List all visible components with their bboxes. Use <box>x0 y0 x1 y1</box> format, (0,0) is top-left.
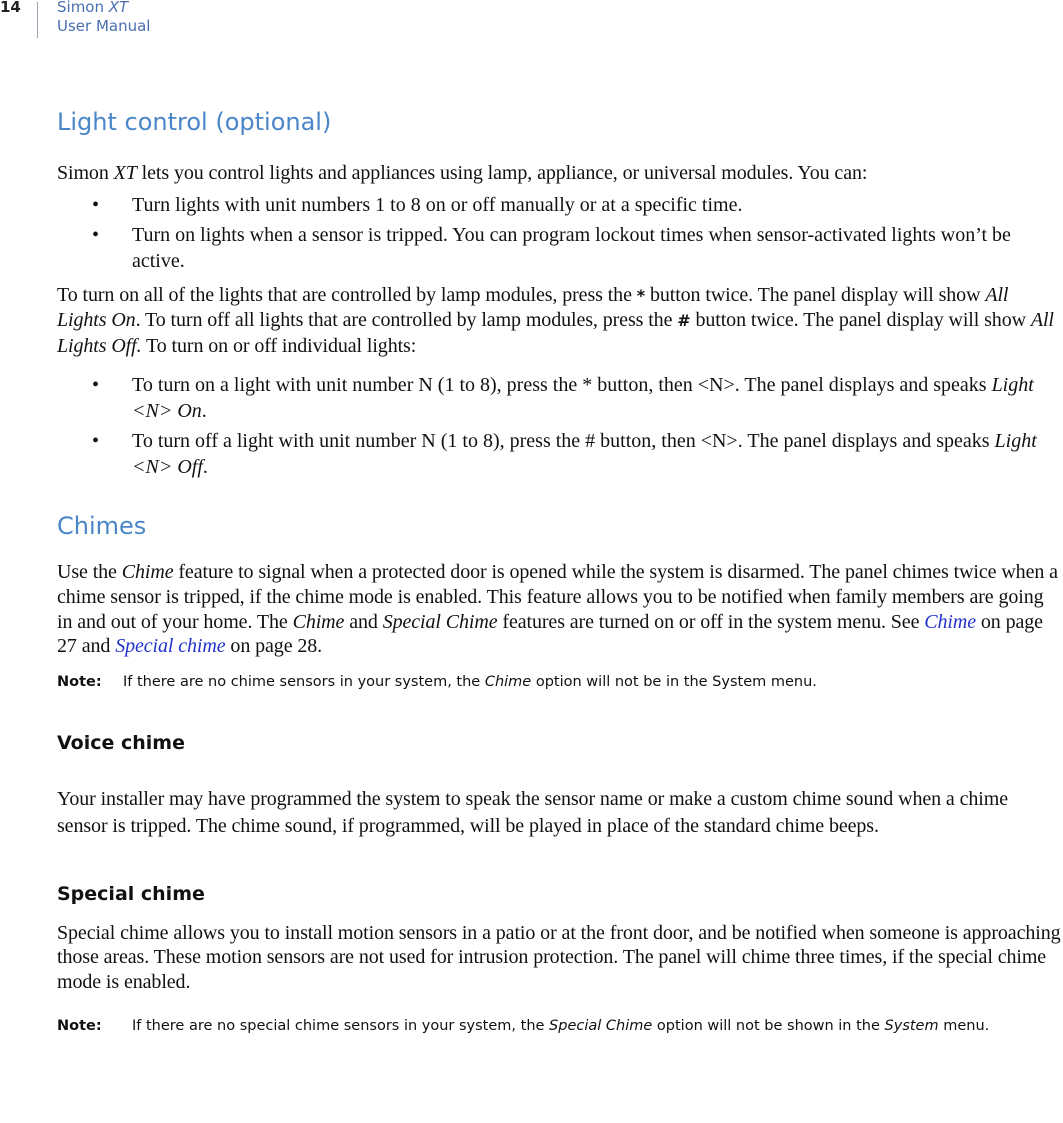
special-chime-link[interactable]: Special chime <box>115 635 226 658</box>
special-chime-paragraph: Special chime allows you to install motion sensors in a patio or at the front door, and be notified when someone is approaching those areas. These motion sensors are not used for intrusion protection. The panel will chime three times, if the special chime mode is enabled. <box>57 921 1061 993</box>
subheading-special-chime: Special chime <box>57 882 205 905</box>
list-item: • To turn on a light with unit number N (1 to 8), press the * button, then <N>. The panel displays and speaks Light <N> On. <box>57 372 1062 424</box>
individual-lights-list <box>57 372 1062 480</box>
light-control-capabilities-list <box>57 192 1062 274</box>
doc-title: User Manual <box>57 17 151 35</box>
chime-note: Note: If there are no chime sensors in your system, the Chime option will not be in the System menu. <box>57 673 817 690</box>
subheading-voice-chime: Voice chime <box>57 731 185 754</box>
chime-link[interactable]: Chime <box>924 610 976 633</box>
section-heading-light-control: Light control (optional) <box>57 108 332 136</box>
list-item: • Turn lights with unit numbers 1 to 8 on or off manually or at a specific time. <box>57 192 1062 218</box>
voice-chime-paragraph: Your installer may have programmed the system to speak the sensor name or make a custom chime sound when a chime sensor is tripped. The chime sound, if programmed, will be played in place of the standard chime beeps. <box>57 787 1008 837</box>
running-head <box>0 0 300 40</box>
light-control-intro: Simon XT lets you control lights and appliances using lamp, appliance, or universal modules. You can: <box>57 162 868 184</box>
list-item: • To turn off a light with unit number N (1 to 8), press the # button, then <N>. The panel displays and speaks Light <N> Off. <box>57 428 1062 480</box>
page-number: 14 <box>0 0 21 16</box>
chimes-paragraph: Use the Chime feature to signal when a protected door is opened while the system is disarmed. The panel chimes twice when a chime sensor is tripped, if the chime mode is enabled. This feature allows you to be notified when family members are going in and out of your home. The Chime and Special Chime features are turned on or off in the system menu. See Chime on page 27 and Special chime on page 28. <box>57 561 1058 658</box>
special-chime-note: Note: If there are no special chime sensors in your system, the Special Chime option will not be shown in the System menu. <box>57 1017 990 1034</box>
list-item: • Turn on lights when a sensor is tripped. You can program lockout times when sensor-activated lights won’t be active. <box>57 222 1062 274</box>
product-name: Simon XT <box>57 0 129 16</box>
lamp-modules-paragraph: To turn on all of the lights that are controlled by lamp modules, press the * button twice. The panel display will show All Lights On. To turn off all lights that are controlled by lamp modules, press the # button twice. The panel display will show All Lights Off. To turn on or off individual lights: <box>57 283 1054 357</box>
page-body <box>57 105 1062 1036</box>
section-heading-chimes: Chimes <box>57 512 147 541</box>
header-divider <box>37 2 38 38</box>
